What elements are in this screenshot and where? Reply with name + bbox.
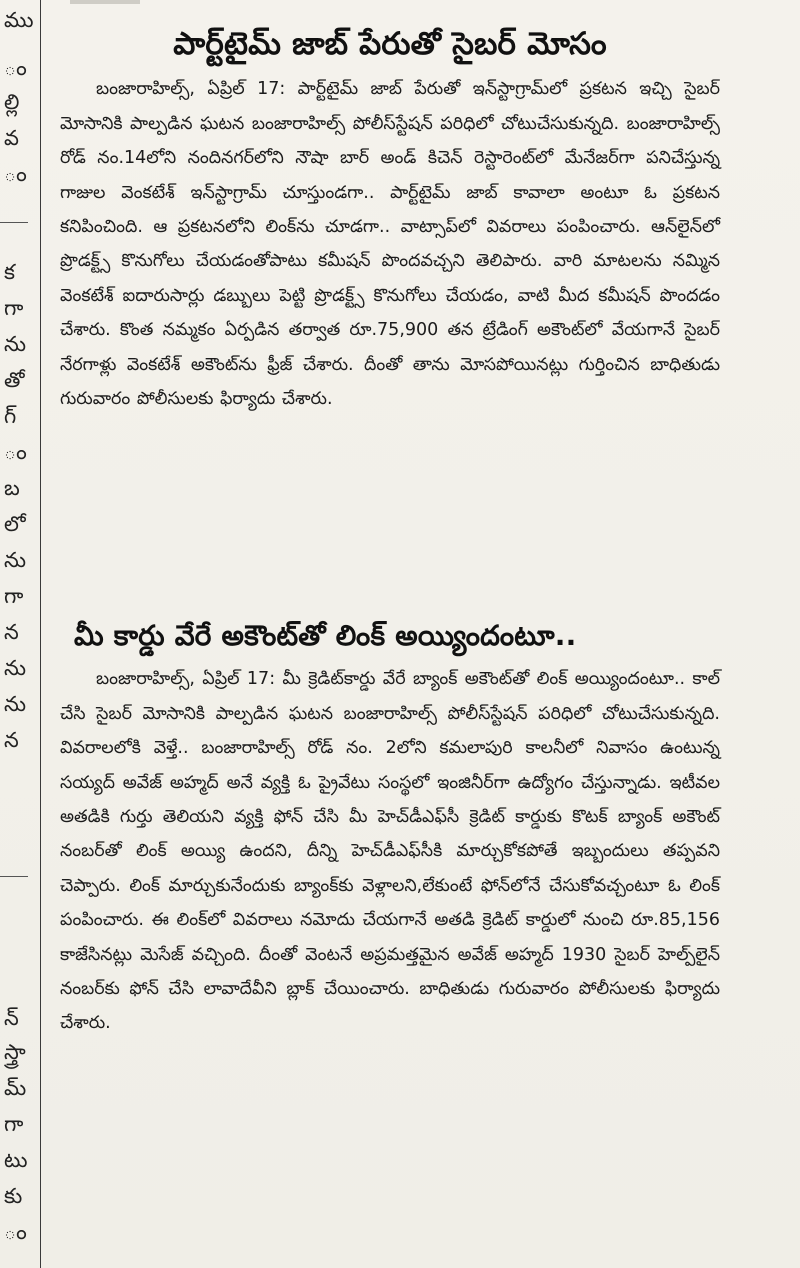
previous-article-stub (70, 0, 140, 4)
left-column-fragment: కు (4, 1184, 23, 1208)
left-column-fragment: మ్ (4, 1076, 27, 1100)
left-column-fragment: న (4, 620, 19, 644)
left-column-fragment: గా (4, 296, 24, 320)
left-column-fragment: ము (4, 8, 34, 32)
left-column-fragment: బ (4, 476, 20, 500)
left-column-fragment: క (4, 260, 15, 284)
left-column-fragment: గ్ (4, 404, 17, 428)
left-column-rule (0, 222, 28, 223)
left-column-fragment: ను (4, 548, 27, 572)
left-column-rule (0, 876, 28, 877)
article-body: బంజారాహిల్స్, ఏప్రిల్ 17: పార్ట్‌టైమ్ జాబ్ పేరుతో ఇన్‌స్టాగ్రామ్‌లో ప్రకటన ఇచ్చి సైబర్ మోసానికి పాల్పడిన ఘటన బంజారాహిల్స్ పోలీస్‌స్టేషన్ పరిధిలో చోటుచేసుకున్నది. బంజారాహిల్స్ రోడ్ నం.14లోని నందినగర్‌లోని నౌషా బార్ అండ్ కిచెన్ రెస్టారెంట్‌లో మేనేజర్‌గా పనిచేస్తున్న గాజుల వెంకటేశ్ ఇన్‌స్టాగ్రామ్ చూస్తుండగా.. పార్ట్‌టైమ్ జాబ్ కావాలా అంటూ ఓ ప్రకటన కనిపించింది. ఆ ప్రకటనలోని లింక్‌ను చూడగా.. వాట్సాప్‌లో వివరాలు పంపించారు. ఆన్‌లైన్‌లో ప్రొడక్ట్స్ కొనుగోలు చేయడంతోపాటు కమీషన్ పొందవచ్చని తెలిపారు. వారి మాటలను నమ్మిన వెంకటేశ్ ఐదారుసార్లు డబ్బులు పెట్టి ప్రొడక్ట్స్ కొనుగోలు చేయడం, వాటి మీద కమీషన్ పొందడం చేశారు. కొంత నమ్మకం ఏర్పడిన తర్వాత రూ.75,900 తన ట్రేడింగ్ అకౌంట్‌లో వేయగానే సైబర్ నేరగాళ్లు వెంకటేశ్ అకౌంట్‌ను ఫ్రీజ్ చేశారు. దీంతో తాను మోసపోయినట్లు గుర్తించిన బాధితుడు గురువారం పోలీసులకు ఫిర్యాదు చేశారు. (60, 79, 720, 409)
left-column-fragment: వ (4, 126, 19, 150)
left-column-fragment: టు (4, 1148, 28, 1172)
left-column-fragment: ను (4, 656, 27, 680)
left-column-fragment: గా (4, 584, 24, 608)
left-column-fragment: న్ (4, 1006, 19, 1030)
article-headline: పార్ట్‌టైమ్ జాబ్ పేరుతో సైబర్ మోసం (173, 26, 607, 62)
article-body: బంజారాహిల్స్, ఏప్రిల్ 17: మీ క్రెడిట్‌కార్డు వేరే బ్యాంక్ అకౌంట్‌తో లింక్ అయ్యిందంటూ.. కాల్ చేసి సైబర్ మోసానికి పాల్పడిన ఘటన బంజారాహిల్స్ పోలీస్‌స్టేషన్ పరిధిలో చోటుచేసుకున్నది. వివరాలలోకి వెళ్తే.. బంజారాహిల్స్ రోడ్ నం. 2లోని కమలాపురి కాలనీలో నివాసం ఉంటున్న సయ్యద్ అవేజ్ అహ్మద్ అనే వ్యక్తి ఓ ప్రైవేటు సంస్థలో ఇంజినీర్‌గా ఉద్యోగం చేస్తున్నాడు. ఇటీవల అతడికి గుర్తు తెలియని వ్యక్తి ఫోన్ చేసి మీ హెచ్‌డీఎఫ్‌సీ క్రెడిట్ కార్డుకు కొటక్ బ్యాంక్ అకౌంట్ నంబర్‌తో లింక్ అయ్యి ఉందని, దీన్ని హెచ్‌డీఎఫ్‌సీకి మార్చుకోకపోతే ఇబ్బందులు తప్పవని చెప్పారు. లింక్ మార్చుకునేందుకు బ్యాంక్‌కు వెళ్లాలని,లేకుంటే ఫోన్‌లోనే చేసుకోవచ్చంటూ ఓ లింక్ పంపించారు. ఈ లింక్‌లో వివరాలు నమోదు చేయగానే అతడి క్రెడిట్ కార్డులో నుంచి రూ.85,156 కాజేసినట్లు మెసేజ్ వచ్చింది. దీంతో వెంటనే అప్రమత్తమైన అవేజ్ అహ్మద్ 1930 సైబర్ హెల్ప్‌లైన్ నంబర్‌కు ఫోన్ చేసి లావాదేవీని బ్లాక్ చేయించారు. బాధితుడు గురువారం పోలీసులకు ఫిర్యాదు చేశారు. (60, 669, 720, 1034)
column-divider (40, 0, 41, 1268)
left-column-fragment: ం (4, 162, 27, 186)
left-column-fragment: ను (4, 332, 27, 356)
left-column-fragment: స్త్రా (4, 1040, 26, 1064)
left-column-fragment: ల్లి (4, 90, 20, 114)
left-column-fragment: ను (4, 692, 27, 716)
article-headline: మీ కార్డు వేరే అకౌంట్‌తో లింక్ అయ్యిందంటూ.. (74, 619, 577, 652)
left-column-fragment: ం (4, 440, 27, 464)
article-part-time-job-scam (60, 24, 720, 416)
left-column-fragment: లో (4, 512, 26, 536)
left-column-fragment: ం (4, 56, 27, 80)
left-column-fragment: న (4, 728, 19, 752)
article-credit-card-link-scam (60, 618, 720, 1041)
left-column-fragment: తో (4, 368, 25, 392)
left-neighbor-column (0, 0, 34, 1268)
left-column-fragment: ం (4, 1220, 27, 1244)
left-column-fragment: గా (4, 1112, 24, 1136)
